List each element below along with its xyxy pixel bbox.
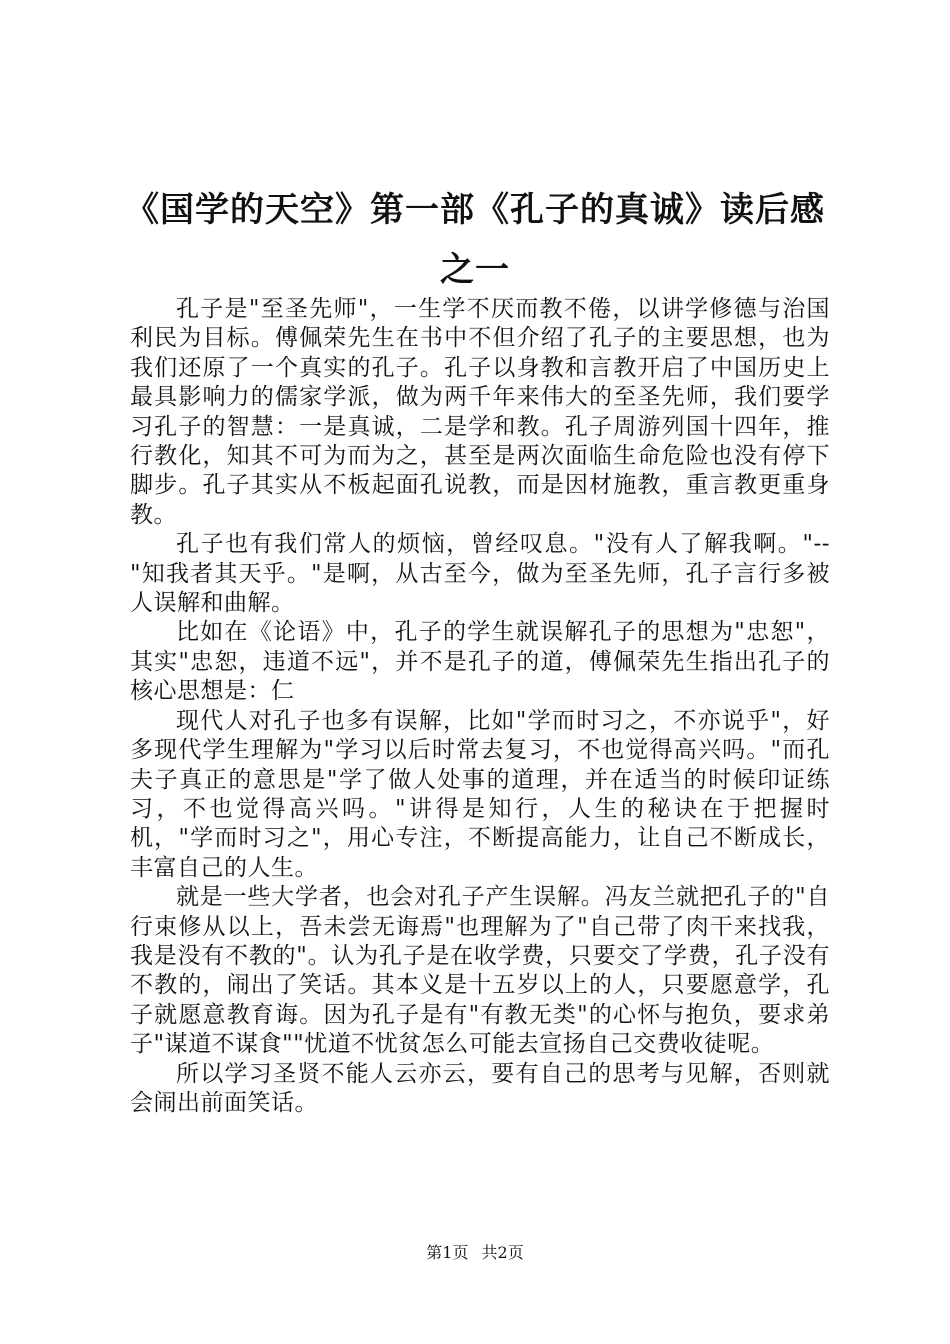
paragraph: 所以学习圣贤不能人云亦云，要有自己的思考与见解，否则就会闹出前面笑话。 bbox=[130, 1060, 830, 1116]
paragraph: 比如在《论语》中，孔子的学生就误解孔子的思想为"忠恕"，其实"忠恕，违道不远"，并不是孔子的道，傅佩荣先生指出孔子的核心思想是：仁 bbox=[130, 619, 830, 705]
paragraph: 就是一些大学者，也会对孔子产生误解。冯友兰就把孔子的"自行束修从以上，吾未尝无诲焉"也理解为了"自己带了肉干来找我，我是没有不教的"。认为孔子是在收学费，只要交了学费，孔子没有不教的，闹出了笑话。其本义是十五岁以上的人，只要愿意学，孔子就愿意教育诲。因为孔子是有"有教无类"的心怀与抱负，要求弟子"谋道不谋食""忧道不忧贫怎么可能去宣扬自己交费收徒呢。 bbox=[130, 884, 830, 1058]
paragraph: 孔子也有我们常人的烦恼，曾经叹息。"没有人了解我啊。"--"知我者其天乎。"是啊，从古至今，做为至圣先师，孔子言行多被人误解和曲解。 bbox=[130, 531, 830, 617]
page-total: 共2页 bbox=[481, 1243, 524, 1262]
document-title bbox=[100, 180, 850, 300]
paragraph: 孔子是"至圣先师"，一生学不厌而教不倦，以讲学修德与治国利民为目标。傅佩荣先生在书中不但介绍了孔子的主要思想，也为我们还原了一个真实的孔子。孔子以身教和言教开启了中国历史上最具影响力的儒家学派，做为两千年来伟大的至圣先师，我们要学习孔子的智慧：一是真诚，二是学和教。孔子周游列国十四年，推行教化，知其不可为而为之，甚至是两次面临生命危险也没有停下脚步。孔子其实从不板起面孔说教，而是因材施教，重言教更重身教。 bbox=[130, 296, 830, 528]
page-number: 第1页 bbox=[426, 1243, 469, 1262]
title-line-1: 《国学的天空》第一部《孔子的真诚》读后感 bbox=[125, 190, 825, 230]
title-line-2: 之一 bbox=[440, 250, 510, 290]
page-footer bbox=[0, 1243, 950, 1263]
document-body bbox=[130, 295, 830, 1118]
paragraph: 现代人对孔子也多有误解，比如"学而时习之，不亦说乎"，好多现代学生理解为"学习以后时常去复习，不也觉得高兴吗。"而孔夫子真正的意思是"学了做人处事的道理，并在适当的时候印证练习，不也觉得高兴吗。"讲得是知行，人生的秘诀在于把握时机，"学而时习之"，用心专注，不断提高能力，让自己不断成长，丰富自己的人生。 bbox=[130, 707, 830, 881]
